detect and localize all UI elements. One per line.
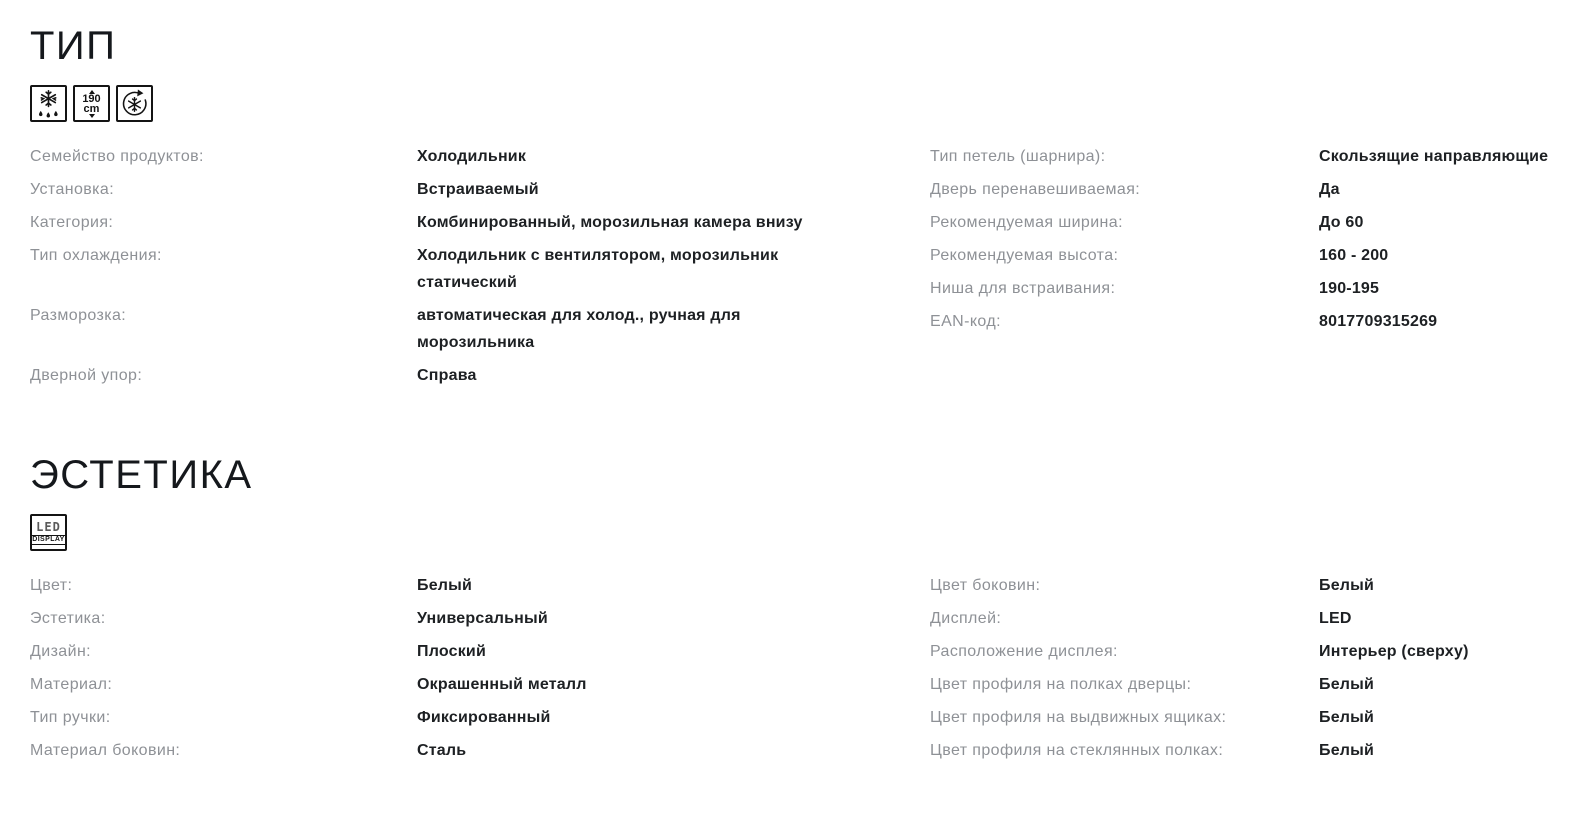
spec-value: Холодильник bbox=[417, 148, 527, 165]
spec-label: Эстетика: bbox=[30, 610, 106, 627]
spec-label: Разморозка: bbox=[30, 307, 127, 324]
aesthetics-feature-icons bbox=[30, 514, 1552, 551]
spec-value: До 60 bbox=[1319, 214, 1364, 231]
spec-label: Цвет профиля на стеклянных полках: bbox=[930, 742, 1224, 759]
spec-row bbox=[930, 638, 1552, 665]
spec-value: Окрашенный металл bbox=[417, 676, 587, 693]
spec-label: Установка: bbox=[30, 181, 115, 198]
spec-label: Материал боковин: bbox=[30, 742, 181, 759]
spec-label: Дисплей: bbox=[930, 610, 1002, 627]
height-icon-text bbox=[82, 94, 100, 114]
type-feature-icons bbox=[30, 85, 1552, 122]
spec-row bbox=[30, 362, 860, 389]
aesthetics-spec-columns bbox=[30, 572, 1552, 770]
section-title-type: ТИП bbox=[30, 24, 117, 68]
spec-value: Справа bbox=[417, 367, 477, 384]
height-unit: cm bbox=[83, 102, 100, 115]
spec-row bbox=[930, 737, 1552, 764]
spec-row bbox=[30, 671, 860, 698]
spec-label: Цвет профиля на полках дверцы: bbox=[930, 676, 1192, 693]
aesthetics-spec-col-right bbox=[930, 572, 1552, 770]
spec-label: Цвет боковин: bbox=[930, 577, 1041, 594]
aesthetics-spec-col-left bbox=[30, 572, 860, 770]
freeze-cycle-icon bbox=[116, 85, 153, 122]
spec-label: Расположение дисплея: bbox=[930, 643, 1118, 660]
spec-label: Рекомендуемая высота: bbox=[930, 247, 1119, 264]
spec-label: Семейство продуктов: bbox=[30, 148, 204, 165]
height-value: 190 bbox=[82, 92, 101, 105]
spec-value: 8017709315269 bbox=[1319, 313, 1438, 330]
niche-height-icon bbox=[73, 85, 110, 122]
spec-row bbox=[30, 638, 860, 665]
spec-value: Сталь bbox=[417, 742, 467, 759]
spec-row bbox=[30, 572, 860, 599]
spec-value: Универсальный bbox=[417, 610, 548, 627]
spec-label: EAN-код: bbox=[930, 313, 1001, 330]
type-spec-columns bbox=[30, 143, 1552, 395]
spec-row bbox=[930, 671, 1552, 698]
spec-row bbox=[930, 572, 1552, 599]
spec-label: Тип ручки: bbox=[30, 709, 111, 726]
display-icon-text: DISPLAY bbox=[32, 535, 65, 543]
spec-value: Интерьер (сверху) bbox=[1319, 643, 1469, 660]
spec-label: Цвет: bbox=[30, 577, 73, 594]
spec-value: Комбинированный, морозильная камера внизу bbox=[417, 214, 803, 231]
spec-value: 190-195 bbox=[1319, 280, 1380, 297]
spec-row bbox=[30, 737, 860, 764]
spec-value: Белый bbox=[417, 577, 473, 594]
spec-row bbox=[930, 242, 1552, 269]
spec-value: Холодильник с вентилятором, морозильник статический bbox=[417, 247, 779, 291]
spec-value: LED bbox=[1319, 610, 1352, 627]
spec-row bbox=[930, 275, 1552, 302]
spec-value: 160 - 200 bbox=[1319, 247, 1389, 264]
spec-row bbox=[30, 242, 860, 296]
spec-value: Белый bbox=[1319, 742, 1375, 759]
spec-value: Да bbox=[1319, 181, 1340, 198]
spec-row bbox=[930, 143, 1552, 170]
spec-row bbox=[30, 209, 860, 236]
spec-row bbox=[930, 704, 1552, 731]
spec-value: Встраиваемый bbox=[417, 181, 539, 198]
spec-label: Цвет профиля на выдвижных ящиках: bbox=[930, 709, 1227, 726]
spec-row bbox=[930, 176, 1552, 203]
arrow-down-icon bbox=[89, 114, 95, 118]
spec-row bbox=[30, 302, 860, 356]
spec-label: Материал: bbox=[30, 676, 113, 693]
spec-value: Белый bbox=[1319, 709, 1375, 726]
led-icon-text: LED bbox=[36, 519, 61, 534]
type-spec-col-right bbox=[930, 143, 1552, 395]
spec-value: Белый bbox=[1319, 577, 1375, 594]
type-spec-col-left bbox=[30, 143, 860, 395]
spec-row bbox=[30, 704, 860, 731]
spec-row bbox=[30, 605, 860, 632]
spec-value: Плоский bbox=[417, 643, 486, 660]
section-aesthetics bbox=[30, 455, 1552, 770]
spec-value: автоматическая для холод., ручная для морозильника bbox=[417, 307, 741, 351]
spec-row bbox=[30, 176, 860, 203]
spec-label: Тип охлаждения: bbox=[30, 247, 162, 264]
spec-row bbox=[930, 308, 1552, 335]
spec-label: Дверной упор: bbox=[30, 367, 143, 384]
spec-value: Скользящие направляющие bbox=[1319, 148, 1549, 165]
spec-value: Белый bbox=[1319, 676, 1375, 693]
spec-label: Категория: bbox=[30, 214, 114, 231]
spec-label: Дверь перенавешиваемая: bbox=[930, 181, 1141, 198]
section-type bbox=[30, 26, 1552, 395]
spec-label: Тип петель (шарнира): bbox=[930, 148, 1106, 165]
spec-label: Рекомендуемая ширина: bbox=[930, 214, 1123, 231]
spec-row bbox=[930, 605, 1552, 632]
spec-label: Дизайн: bbox=[30, 643, 92, 660]
section-title-aesthetics: ЭСТЕТИКА bbox=[30, 453, 253, 497]
spec-value: Фиксированный bbox=[417, 709, 551, 726]
spec-label: Ниша для встраивания: bbox=[930, 280, 1116, 297]
led-display-icon bbox=[30, 514, 67, 551]
spec-row bbox=[30, 143, 860, 170]
spec-row bbox=[930, 209, 1552, 236]
auto-defrost-icon bbox=[30, 85, 67, 122]
